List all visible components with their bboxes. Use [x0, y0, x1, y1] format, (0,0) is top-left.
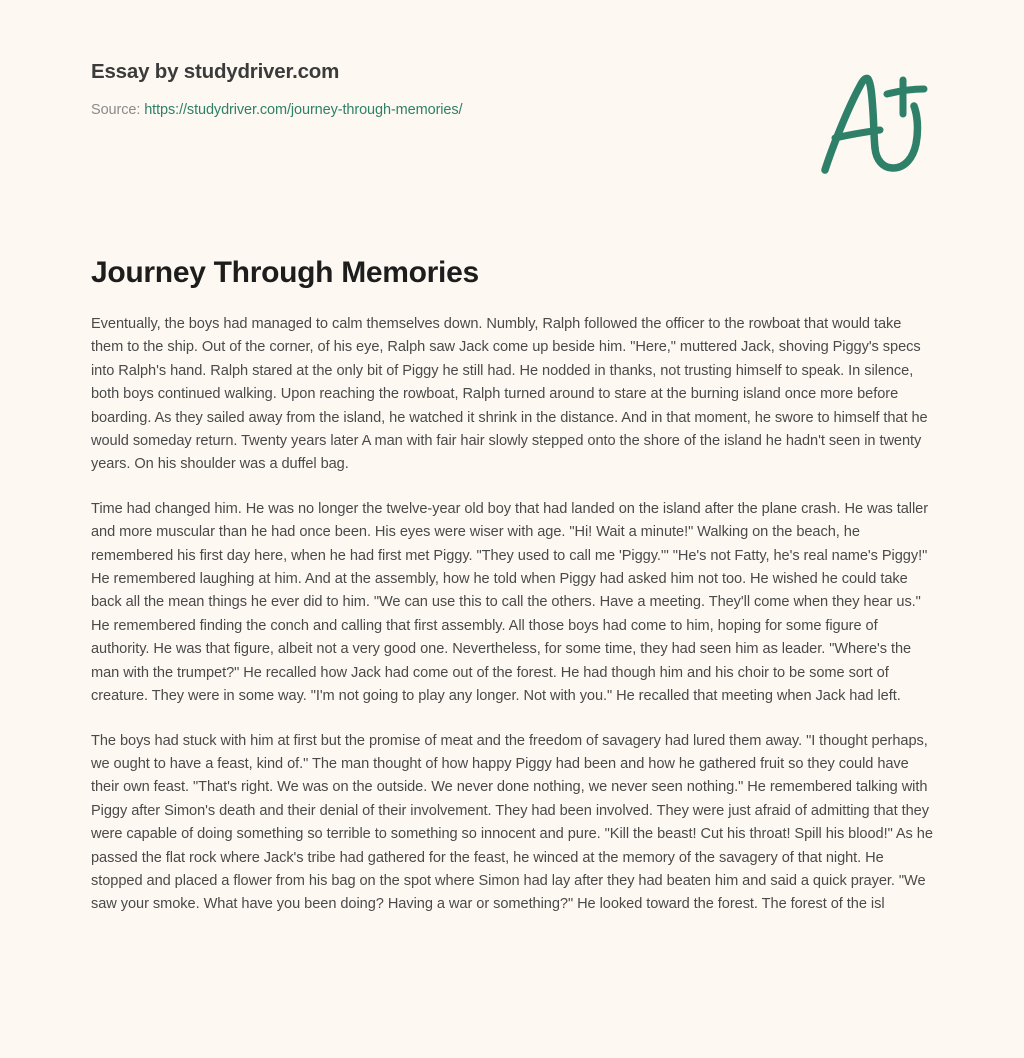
a-plus-logo-svg	[810, 62, 940, 182]
source-url-link[interactable]: https://studydriver.com/journey-through-memories/	[144, 101, 463, 118]
essay-header	[91, 60, 931, 119]
essay-paragraph: Eventually, the boys had managed to calm themselves down. Numbly, Ralph followed the officer to the rowboat that would take them to the ship. Out of the corner, of his eye, Ralph saw Jack come up beside him. "Here," muttered Jack, shoving Piggy's specs into Ralph's hand. Ralph stared at the only bit of Piggy he still had. He nodded in thanks, not trusting himself to speak. In silence, both boys continued walking. Upon reaching the rowboat, Ralph turned around to stare at the burning island once more before boarding. As they sailed away from the island, he watched it shrink in the distance. And in that moment, he swore to himself that he would someday return. Twenty years later A man with fair hair slowly stepped onto the shore of the island he hadn't seen in twenty years. On his shoulder was a duffel bag.	[91, 316, 928, 473]
source-label: Source:	[91, 101, 145, 118]
page-title: Journey Through Memories	[91, 256, 479, 289]
essay-paragraph: The boys had stuck with him at first but the promise of meat and the freedom of savagery had lured them away. "I thought perhaps, we ought to have a feast, kind of." The man thought of how happy Piggy had been and how he gathered fruit so they could have their own feast. "That's right. We was on the outside. We never done nothing, we never seen nothing." He remembered talking with Piggy after Simon's death and their denial of their involvement. They had been involved. They were just afraid of admitting that they were capable of doing something so terrible to something so innocent and pure. "Kill the beast! Cut his throat! Spill his blood!" As he passed the flat rock where Jack's tribe had gathered for the feast, he winced at the memory of the savagery of that night. He stopped and placed a flower from his bag on the spot where Simon had lay after they had beaten him and said a quick prayer. "We saw your smoke. What have you been doing? Having a war or something?" He looked toward the forest. The forest of the isl	[91, 732, 933, 913]
source-line	[91, 85, 931, 120]
essay-body	[91, 313, 934, 917]
essay-attribution: Essay by studydriver.com	[91, 60, 340, 83]
a-plus-logo-icon	[810, 62, 940, 182]
essay-paragraph: Time had changed him. He was no longer the twelve-year old boy that had landed on the island after the plane crash. He was taller and more muscular than he had once been. His eyes were wiser with age. "Hi! Wait a minute!" Walking on the beach, he remembered his first day here, when he had first met Piggy. "They used to call me 'Piggy.'" "He's not Fatty, he's real name's Piggy!" He remembered laughing at him. And at the assembly, how he told when Piggy had asked him not too. He wished he could take back all the mean things he ever did to him. "We can use this to call the others. Have a meeting. They'll come when they hear us." He remembered finding the conch and calling that first assembly. All those boys had come to him, hoping for some figure of authority. He was that figure, albeit not a very good one. Nevertheless, for some time, they had seen him as leader. "Where's the man with the trumpet?" He recalled how Jack had come out of the forest. He had though him and his choir to be some sort of creature. They were in some way. "I'm not going to play any longer. Not with you." He recalled that meeting when Jack had left.	[91, 500, 929, 705]
